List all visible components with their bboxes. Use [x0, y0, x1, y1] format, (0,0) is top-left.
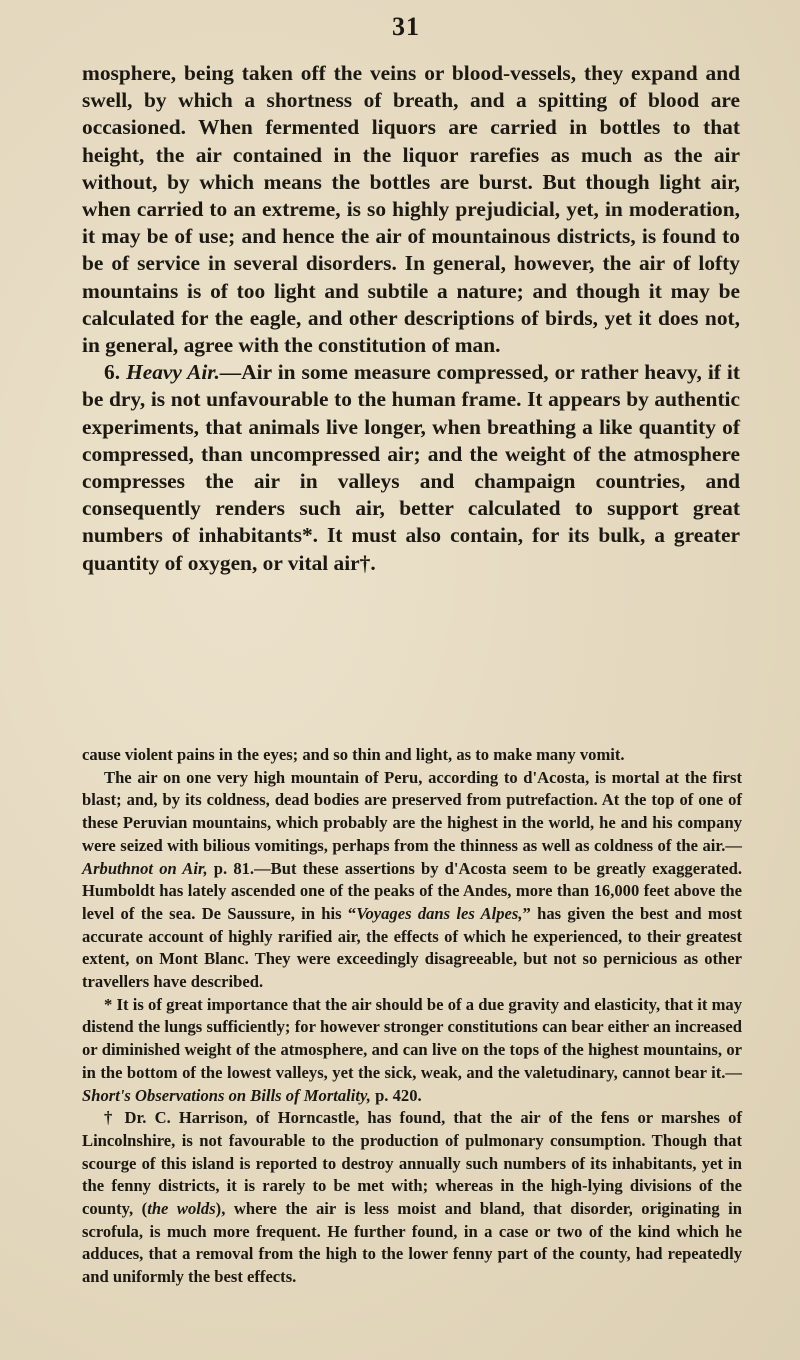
section-title: Heavy Air. — [126, 360, 220, 385]
citation-arbuthnot: Arbuthnot on Air, — [82, 858, 208, 878]
italic-wolds: the wolds — [147, 1199, 216, 1219]
footnote-gravity: * It is of great importance that the air should be of a due gravity and elasticity, that it may distend the lungs sufficiently; for however stronger constitutions can bear either an increased or diminished weight of the atmosphere, and can live on the tops of the highest mountains, or in the bottom of the lowest valleys, yet the sick, weak, and the valetudinary, cannot bear it.—Short's Observations on Bills of Mortality, p. 420. — [82, 994, 742, 1105]
paragraph-light-air: mosphere, being taken off the veins or blood-vessels, they expand and swell, by which a shortness of breath, and a spitting of blood are occasioned. When fermented liquors are carried in bottles to that height, the air contained in the liquor rarefies as much as the air without, by which means the bottles are burst. But though light air, when carried to an extreme, is so highly prejudicial, yet, in moderation, it may be of use; and hence the air of mountainous districts, is found to be of service in several disorders. In general, however, the air of lofty mountains is of too light and subtile a nature; and though it may be calculated for the eagle, and other descriptions of birds, yet it does not, in general, agree with the constitution of man. — [82, 61, 740, 358]
page-number: 31 — [392, 12, 420, 41]
citation-short: Short's Observations on Bills of Mortality, — [82, 1085, 371, 1105]
section-body: —Air in some measure compressed, or rather heavy, if it be dry, is not unfavourable to the human frame. It appears by authentic experiments, that animals live longer, when breathing a like quantity of compressed, than uncompressed air; and the weight of the atmosphere compresses the air in valleys and champaign countries, and consequently renders such air, better calculated to support great numbers of inhabitants*. It must also contain, for its bulk, a greater quantity of oxygen, or vital air†. — [82, 360, 740, 575]
footnote-harrison: † Dr. C. Harrison, of Horncastle, has found, that the air of the fens or marshes of Lincolnshire, is not favourable to the production of pulmonary consumption. Though that scourge of this island is reported to destroy annually such numbers of its inhabitants, yet in the fenny districts, it is rarely to be met with; whereas in the high-lying divisions of the county, (the wolds), where the air is less moist and bland, that disorder, originating in scrofula, is much more frequent. He further found, in a case or two of the kind which he adduces, that a removal from the high to the lower fenny part of the county, had repeatedly and uniformly the best effects. — [82, 1108, 742, 1287]
main-text — [82, 60, 740, 577]
footnotes — [82, 744, 742, 1289]
section-number: 6. — [104, 360, 121, 385]
footnote-acosta: The air on one very high mountain of Peru, according to d'Acosta, is mortal at the first blast; and, by its coldness, dead bodies are preserved from putrefaction. At the top of one of these Peruvian mountains, which probably are the highest in the world, he and his company were seized with bilious vomitings, perhaps from the thinness as well as coldness of the air.—Arbuthnot on Air, p. 81.—But these assertions by d'Acosta seem to be greatly exaggerated. Humboldt has lately ascended one of the peaks of the Andes, more than 16,000 feet above the level of the sea. De Saussure, in his “Voyages dans les Alpes,” has given the best and most accurate account of highly rarified air, the effects of which he experienced, to their greatest extent, on Mont Blanc. They were exceedingly disagreeable, but not so pernicious as other travellers have described. — [82, 767, 743, 992]
citation-voyages: Voyages dans les Alpes, — [356, 903, 523, 923]
footnote-continued: cause violent pains in the eyes; and so thin and light, as to make many vomit. — [82, 745, 625, 764]
paragraph-heavy-air — [82, 359, 740, 577]
